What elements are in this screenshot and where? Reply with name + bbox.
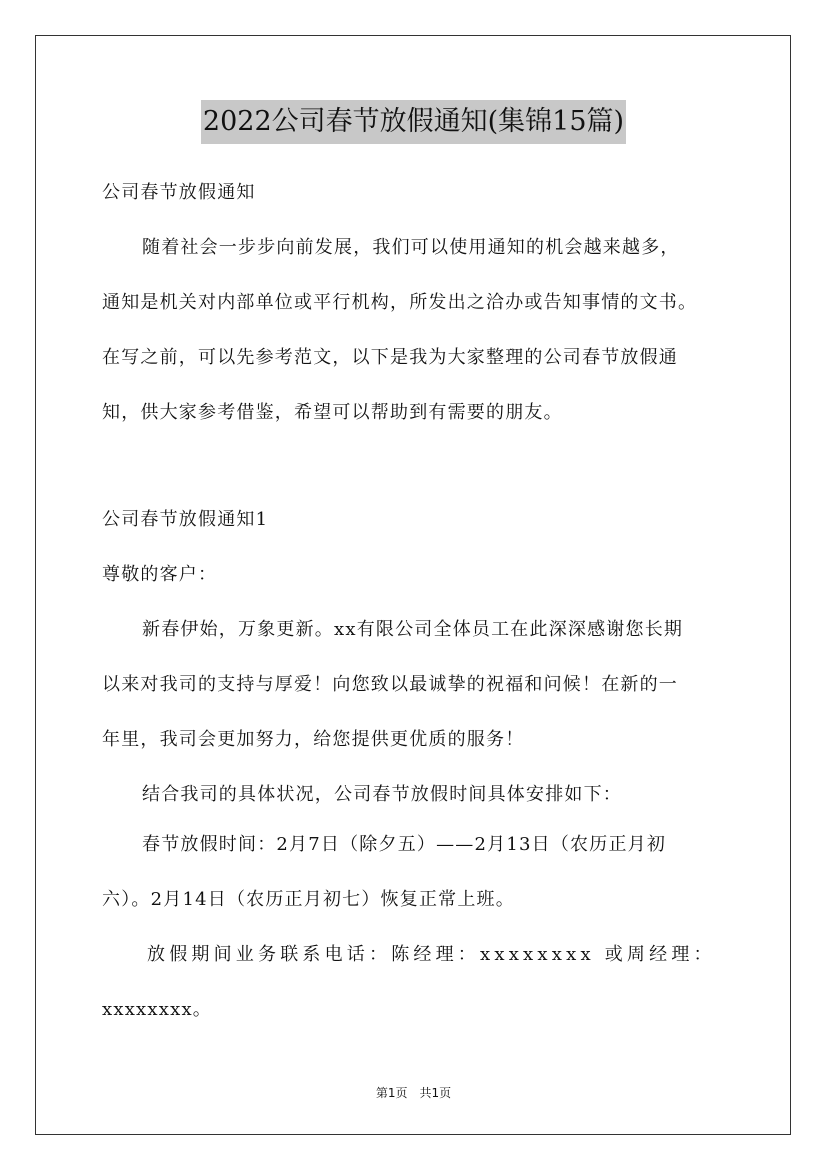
section-heading: 公司春节放假通知1 [102, 509, 269, 530]
subtitle: 公司春节放假通知 [102, 182, 256, 203]
body-line: 以来对我司的支持与厚爱！向您致以最诚挚的祝福和问候！在新的一 [102, 674, 678, 695]
title-container [0, 100, 827, 144]
intro-line: 随着社会一步步向前发展，我们可以使用通知的机会越来越多， [142, 237, 680, 258]
body-line: 六）。2月14日（农历正月初七）恢复正常上班。 [102, 889, 515, 910]
intro-line: 通知是机关对内部单位或平行机构，所发出之洽办或告知事情的文书。 [102, 292, 698, 313]
body-line: 放假期间业务联系电话：陈经理：xxxxxxxx 或周经理： [147, 944, 716, 965]
salutation: 尊敬的客户： [102, 564, 218, 585]
page-footer: 第1页 共1页 [375, 1086, 452, 1100]
intro-line: 知，供大家参考借鉴，希望可以帮助到有需要的朋友。 [102, 402, 563, 423]
body-line: 年里，我司会更加努力，给您提供更优质的服务！ [102, 729, 525, 750]
body-line: 结合我司的具体状况，公司春节放假时间具体安排如下： [142, 784, 622, 805]
document-title: 2022公司春节放假通知(集锦15篇) [201, 100, 626, 144]
body-line: 新春伊始，万象更新。xx有限公司全体员工在此深深感谢您长期 [142, 619, 684, 640]
body-line: xxxxxxxx。 [102, 999, 213, 1020]
body-line: 春节放假时间：2月7日（除夕五）——2月13日（农历正月初 [142, 834, 667, 855]
intro-line: 在写之前，可以先参考范文，以下是我为大家整理的公司春节放假通 [102, 347, 678, 368]
